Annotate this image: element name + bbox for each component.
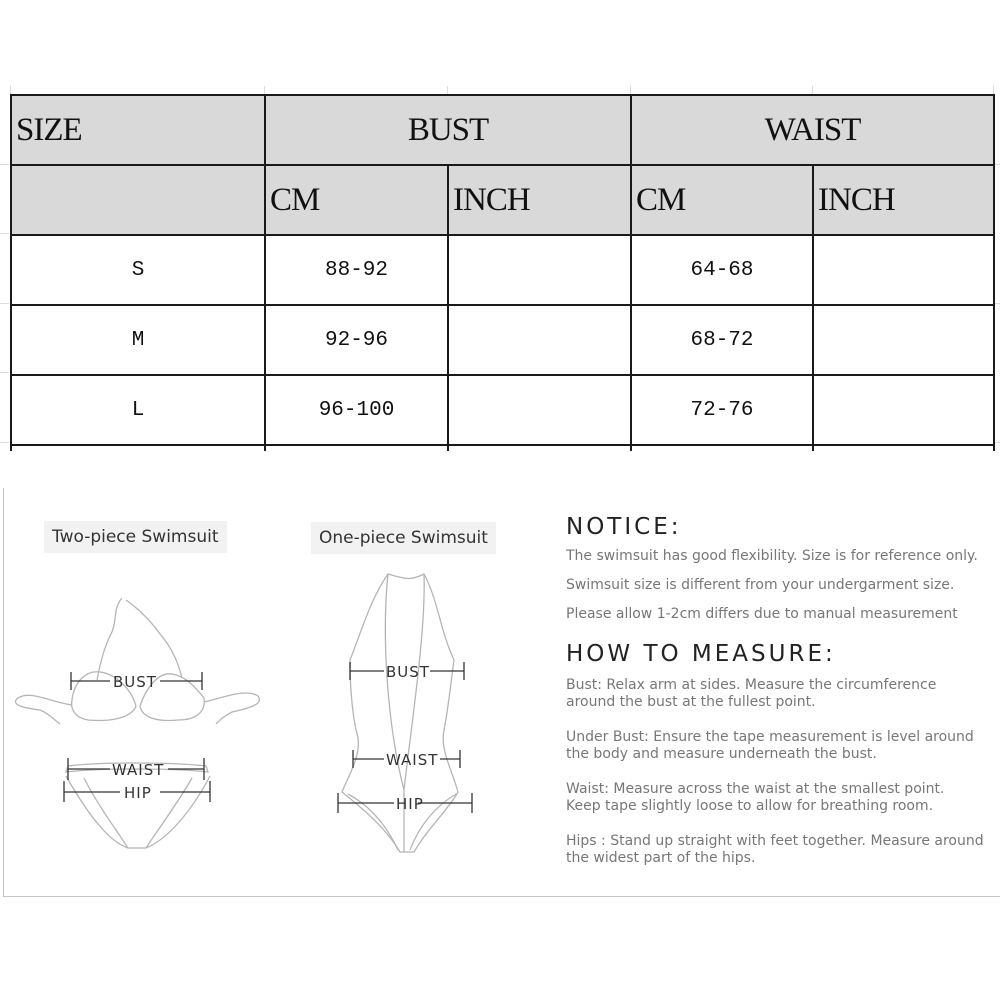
header-size: SIZE xyxy=(11,95,265,165)
two-piece-waist-label: WAIST xyxy=(112,761,165,779)
grid-tick xyxy=(812,86,813,94)
bust-cm-cell: 92-96 xyxy=(265,305,448,375)
size-cell: L xyxy=(11,375,265,445)
waist-cm-cell: 64-68 xyxy=(631,235,813,305)
table-row-partial xyxy=(11,445,994,451)
table-subheader-row xyxy=(11,165,994,235)
waist-inch-cell xyxy=(813,305,994,375)
waist-cm-cell: 72-76 xyxy=(631,375,813,445)
one-piece-hip-label: HIP xyxy=(396,795,424,813)
size-chart-table xyxy=(10,94,995,451)
one-piece-waist-label: WAIST xyxy=(386,751,439,769)
measure-item-bust: Bust: Relax arm at sides. Measure the circumference around the bust at the fullest point. xyxy=(566,677,937,710)
waist-inch-cell xyxy=(813,235,994,305)
grid-tick xyxy=(447,86,448,94)
grid-tick xyxy=(0,164,9,165)
table-row xyxy=(11,305,994,375)
table-row xyxy=(11,235,994,305)
one-piece-title: One-piece Swimsuit xyxy=(311,522,496,554)
two-piece-title: Two-piece Swimsuit xyxy=(44,521,227,553)
notice-line: Swimsuit size is different from your undergarment size. xyxy=(566,577,955,593)
waist-cm-cell: 68-72 xyxy=(631,305,813,375)
grid-tick xyxy=(0,442,9,443)
bust-cm-cell: 88-92 xyxy=(265,235,448,305)
table-row xyxy=(11,375,994,445)
header-waist: WAIST xyxy=(631,95,994,165)
notes-section xyxy=(566,514,986,867)
measure-item-hips: Hips : Stand up straight with feet together. Measure around the widest part of the hips. xyxy=(566,833,984,866)
bust-cm-cell: 96-100 xyxy=(265,375,448,445)
grid-tick xyxy=(630,86,631,94)
notice-line: The swimsuit has good flexibility. Size is for reference only. xyxy=(566,548,978,564)
size-cell: M xyxy=(11,305,265,375)
header-bust-inch: INCH xyxy=(448,165,631,235)
two-piece-bust-label: BUST xyxy=(113,673,157,691)
table-header-row xyxy=(11,95,994,165)
bust-inch-cell xyxy=(448,235,631,305)
waist-inch-cell xyxy=(813,375,994,445)
measure-item-under-bust: Under Bust: Ensure the tape measurement is level around the body and measure underneath the bust. xyxy=(566,729,974,762)
bikini-illustration-icon xyxy=(0,570,280,880)
one-piece-swimsuit-figure xyxy=(290,560,530,890)
bust-inch-cell xyxy=(448,375,631,445)
header-bust-cm: CM xyxy=(265,165,448,235)
bust-inch-cell xyxy=(448,305,631,375)
grid-tick xyxy=(0,233,9,234)
grid-tick xyxy=(0,372,9,373)
grid-tick xyxy=(993,86,994,94)
grid-tick xyxy=(264,86,265,94)
header-empty xyxy=(11,165,265,235)
measure-item-waist: Waist: Measure across the waist at the smallest point. Keep tape slightly loose to allow for breathing room. xyxy=(566,781,945,814)
one-piece-illustration-icon xyxy=(290,560,530,890)
header-waist-inch: INCH xyxy=(813,165,994,235)
grid-tick xyxy=(10,86,11,94)
grid-tick xyxy=(0,303,9,304)
two-piece-hip-label: HIP xyxy=(124,784,152,802)
header-bust: BUST xyxy=(265,95,631,165)
notice-line: Please allow 1-2cm differs due to manual measurement xyxy=(566,606,958,622)
one-piece-bust-label: BUST xyxy=(386,663,430,681)
notice-heading: NOTICE: xyxy=(566,514,682,540)
two-piece-swimsuit-figure xyxy=(0,570,280,880)
how-to-measure-heading: HOW TO MEASURE: xyxy=(566,641,836,667)
size-cell: S xyxy=(11,235,265,305)
header-waist-cm: CM xyxy=(631,165,813,235)
